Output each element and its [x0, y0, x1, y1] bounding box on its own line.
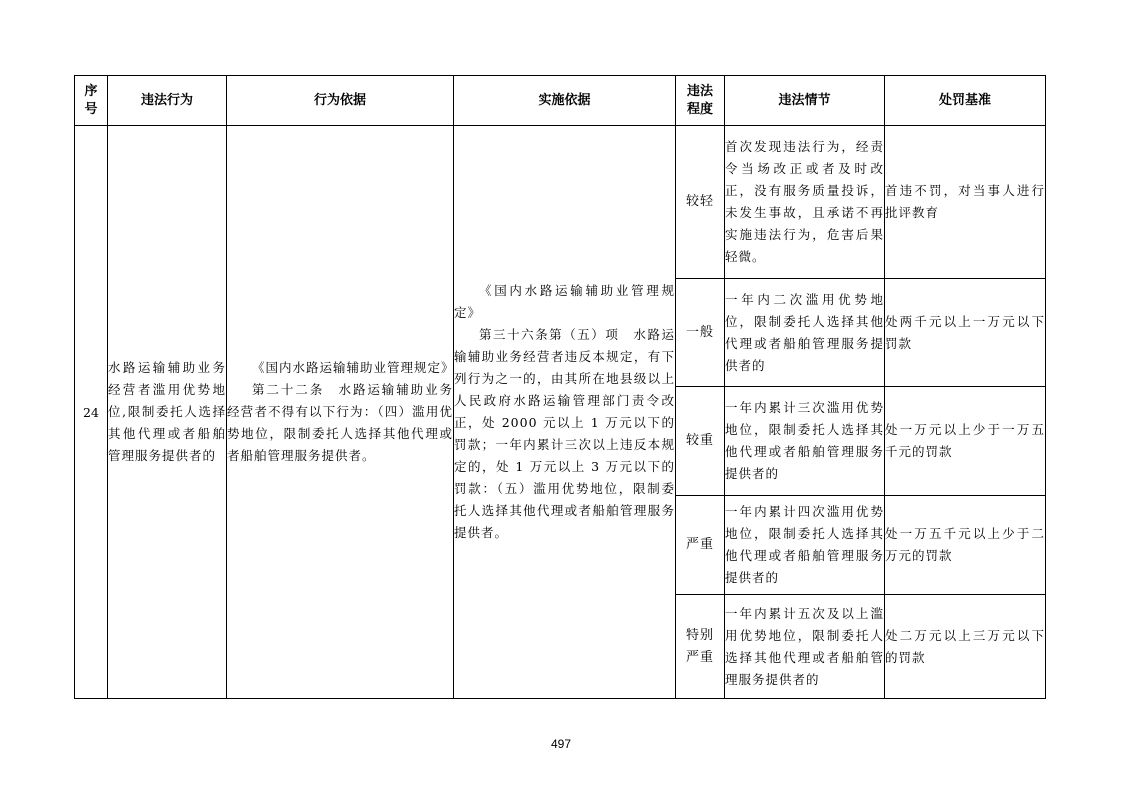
penalty-cell: 处一万元以上少于一万五千元的罚款 — [885, 387, 1046, 496]
penalty-cell: 处两千元以上一万元以下罚款 — [885, 279, 1046, 387]
header-circumstance: 违法情节 — [725, 76, 885, 126]
row-basis — [227, 126, 454, 699]
page-number: 497 — [550, 737, 572, 751]
penalty-standard-table — [74, 75, 1046, 699]
degree-cell: 特别严重 — [676, 595, 725, 699]
header-degree: 违法程度 — [676, 76, 725, 126]
penalty-cell: 首违不罚，对当事人进行批评教育 — [885, 126, 1046, 279]
implementation-title: 《国内水路运输辅助业管理规定》 — [454, 283, 675, 320]
header-basis: 行为依据 — [227, 76, 454, 126]
header-violation: 违法行为 — [108, 76, 227, 126]
degree-cell: 严重 — [676, 496, 725, 595]
circumstance-cell: 一年内累计四次滥用优势地位，限制委托人选择其他代理或者船舶管理服务提供者的 — [725, 496, 885, 595]
penalty-cell: 处一万五千元以上少于二万元的罚款 — [885, 496, 1046, 595]
circumstance-cell: 一年内累计三次滥用优势地位，限制委托人选择其他代理或者船舶管理服务提供者的 — [725, 387, 885, 496]
degree-cell: 较重 — [676, 387, 725, 496]
basis-title: 《国内水路运输辅助业管理规定》 — [252, 360, 455, 375]
header-penalty: 处罚基准 — [885, 76, 1046, 126]
penalty-cell: 处二万元以上三万元以下的罚款 — [885, 595, 1046, 699]
circumstance-cell: 首次发现违法行为，经责令当场改正或者及时改正，没有服务质量投诉，未发生事故，且承诺不再实施违法行为，危害后果轻微。 — [725, 126, 885, 279]
circumstance-cell: 一年内二次滥用优势地位，限制委托人选择其他代理或者船舶管理服务提供者的 — [725, 279, 885, 387]
row-seq: 24 — [75, 126, 108, 699]
degree-cell: 一般 — [676, 279, 725, 387]
circumstance-cell: 一年内累计五次及以上滥用优势地位，限制委托人选择其他代理或者船舶管理服务提供者的 — [725, 595, 885, 699]
row-implementation — [454, 126, 676, 699]
table-row — [75, 126, 1046, 279]
implementation-text: 第三十六条第（五）项 水路运输辅助业务经营者违反本规定，有下列行为之一的，由其所在地县级以上人民政府水路运输管理部门责令改正，处 2000 元以上 1 万元以下的罚款；一年内累计三次以上违反本规定的，处 1 万元以上 3 万元以下的罚款：（五）滥用优势地位，限制委托人选择其他代理或者船舶管理服务提供者。 — [454, 327, 675, 540]
basis-text: 第二十二条 水路运输辅助业务经营者不得有以下行为：（四）滥用优势地位，限制委托人选择其他代理或者船舶管理服务提供者。 — [227, 382, 453, 463]
degree-cell: 较轻 — [676, 126, 725, 279]
header-row — [75, 76, 1046, 126]
header-implementation: 实施依据 — [454, 76, 676, 126]
header-seq: 序号 — [75, 76, 108, 126]
row-violation: 水路运输辅助业务经营者滥用优势地位,限制委托人选择其他代理或者船舶管理服务提供者的 — [108, 126, 227, 699]
